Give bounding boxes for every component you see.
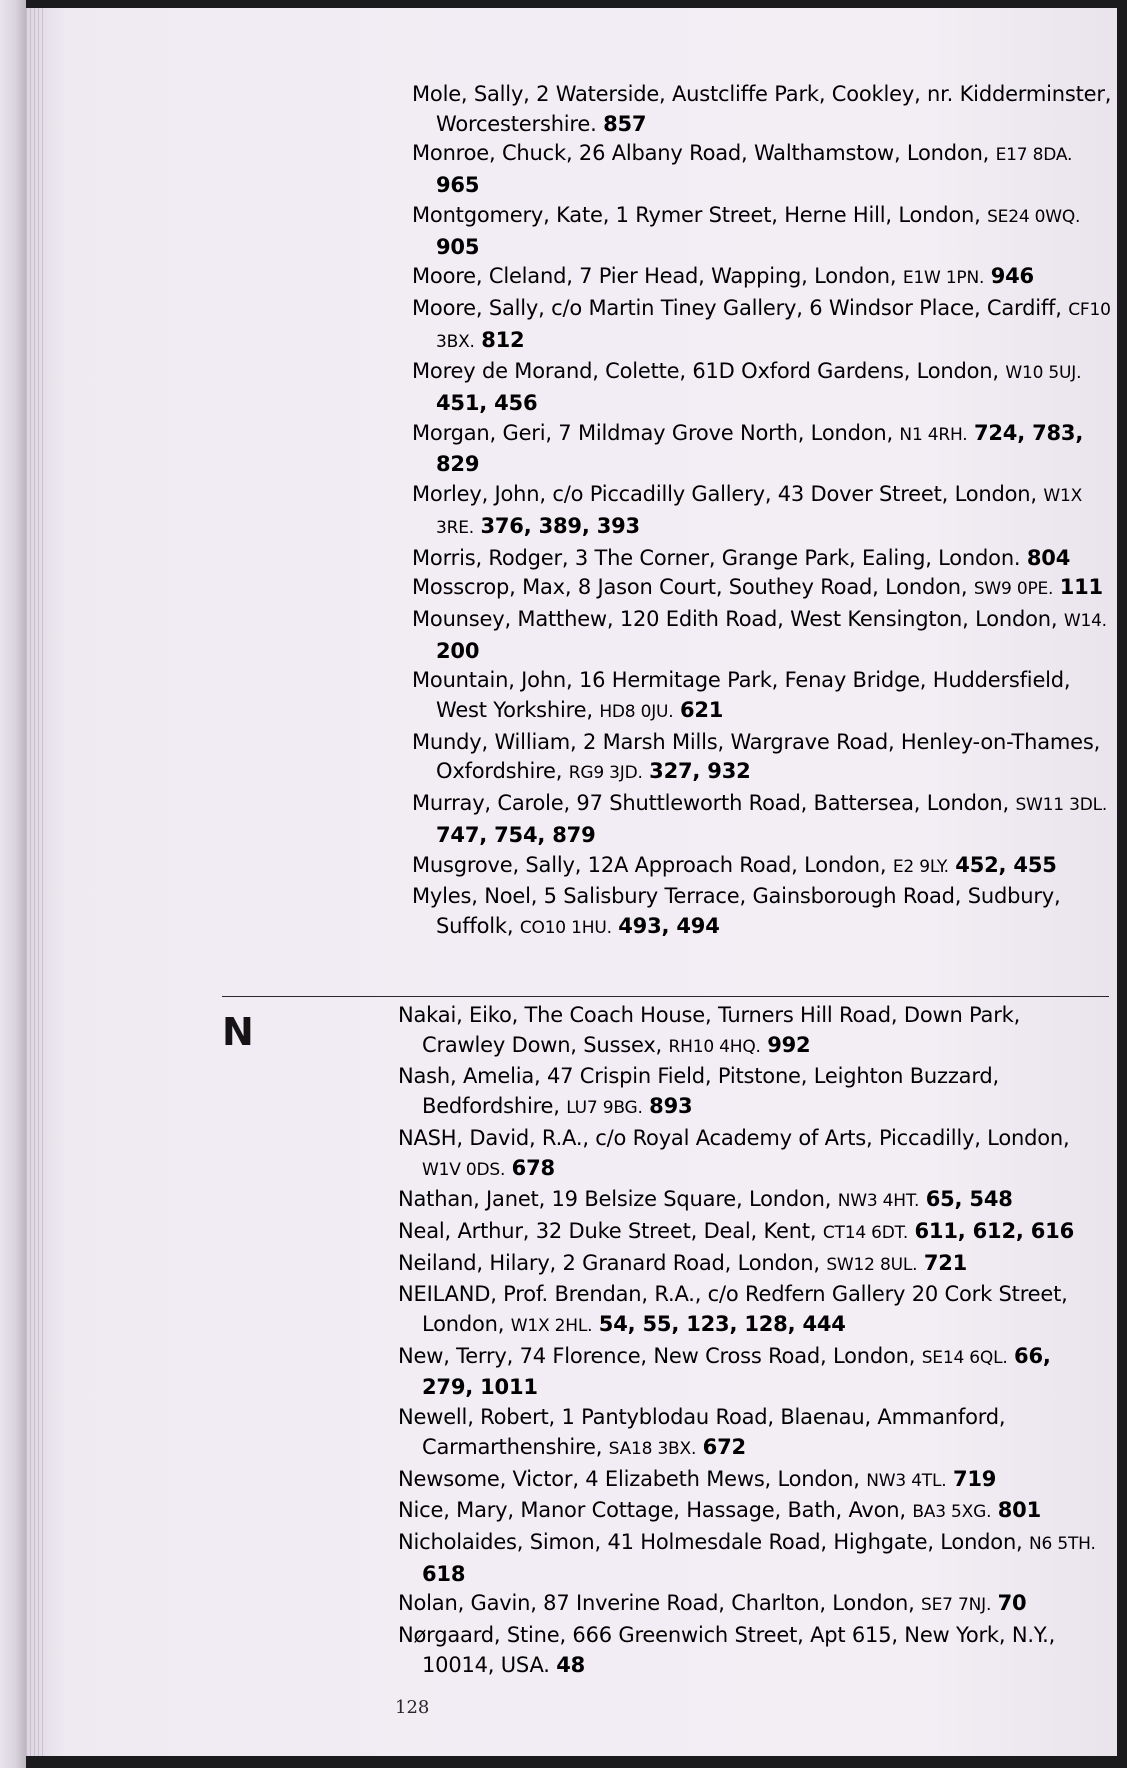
entry-postcode: LU7 9BG. (566, 1098, 643, 1119)
page-number: 128 (395, 1697, 430, 1718)
index-entry (412, 419, 1117, 480)
entry-text: Morley, John, c/o Piccadilly Gallery, 43 Dover Street, London, (412, 482, 1037, 507)
entry-text: Myles, Noel, 5 Salisbury Terrace, Gainsborough Road, Sudbury, Suffolk, (412, 884, 1061, 938)
entry-text: Morey de Morand, Colette, 61D Oxford Gardens, London, (412, 359, 999, 384)
index-section-m (412, 80, 1117, 944)
entry-text: Moore, Sally, c/o Martin Tiney Gallery, 6 Windsor Place, Cardiff, (412, 295, 1062, 320)
entry-text: Mundy, William, 2 Marsh Mills, Wargrave Road, Henley-on-Thames, Oxfordshire, (412, 729, 1101, 784)
entry-postcode: SW11 3DL. (1015, 795, 1108, 816)
entry-page-numbers: 451, 456 (436, 391, 538, 416)
index-entry (412, 728, 1117, 789)
entry-postcode: NW3 4TL. (866, 1470, 947, 1491)
entry-page-numbers: 721 (923, 1250, 968, 1275)
index-entry (412, 201, 1117, 262)
section-divider (222, 996, 1109, 997)
entry-postcode: E2 9LY. (892, 856, 949, 877)
entry-page-numbers: 54, 55, 123, 128, 444 (598, 1312, 846, 1337)
index-entry (412, 480, 1117, 543)
entry-postcode: RG9 3JD. (568, 763, 643, 784)
entry-page-numbers: 893 (649, 1094, 693, 1119)
entry-page-numbers: 812 (481, 327, 525, 352)
entry-page-numbers: 621 (679, 698, 724, 723)
entry-postcode: N1 4RH. (899, 424, 968, 445)
entry-text: New, Terry, 74 Florence, New Cross Road, London, (398, 1343, 916, 1368)
entry-postcode: BA3 5XG. (912, 1502, 992, 1523)
entry-postcode: E1W 1PN. (902, 268, 985, 289)
entry-postcode: CF10 3BX. (436, 299, 1111, 352)
entry-postcode: SE24 0WQ. (987, 206, 1081, 227)
entry-page-numbers: 678 (511, 1155, 555, 1180)
index-entry (412, 851, 1117, 883)
index-entry (398, 1249, 1103, 1281)
entry-text: Morris, Rodger, 3 The Corner, Grange Park, Ealing, London. (412, 545, 1021, 570)
entry-text: Newell, Robert, 1 Pantyblodau Road, Blaenau, Ammanford, Carmarthenshire, (398, 1405, 1006, 1459)
entry-text: Montgomery, Kate, 1 Rymer Street, Herne Hill, London, (412, 202, 981, 227)
entry-text: Neiland, Hilary, 2 Granard Road, London, (398, 1250, 820, 1275)
entry-page-numbers: 672 (702, 1434, 746, 1459)
entry-postcode: RH10 4HQ. (668, 1036, 761, 1057)
entry-text: Mosscrop, Max, 8 Jason Court, Southey Road, London, (412, 575, 968, 600)
entry-text: Monroe, Chuck, 26 Albany Road, Walthamstow, London, (412, 141, 990, 166)
index-entry (412, 573, 1117, 605)
entry-page-numbers: 66, 279, 1011 (422, 1343, 1051, 1400)
entry-list-n (398, 1001, 1103, 1680)
book-spine-edge (0, 0, 26, 1768)
entry-page-numbers: 376, 389, 393 (480, 513, 640, 538)
entry-postcode: W1V 0DS. (422, 1159, 506, 1180)
index-entry (412, 789, 1117, 850)
index-entry (412, 294, 1117, 357)
entry-text: Nice, Mary, Manor Cottage, Hassage, Bath, Avon, (398, 1498, 906, 1523)
entry-postcode: W1X 2HL. (510, 1316, 593, 1337)
entry-postcode: CT14 6DT. (822, 1222, 909, 1243)
entry-text: Nicholaides, Simon, 41 Holmesdale Road, Highgate, London, (398, 1529, 1023, 1554)
index-entry (412, 357, 1117, 418)
index-entry (398, 1280, 1103, 1341)
entry-page-numbers: 801 (997, 1498, 1042, 1523)
right-border (1117, 0, 1127, 1768)
entry-postcode: N6 5TH. (1029, 1533, 1096, 1554)
index-entry (412, 882, 1117, 943)
index-entry (398, 1403, 1103, 1464)
entry-postcode: SA18 3BX. (608, 1438, 697, 1459)
entry-page-numbers: 327, 932 (649, 759, 751, 784)
entry-postcode: SE14 6QL. (921, 1347, 1008, 1368)
entry-page-numbers: 65, 548 (925, 1187, 1013, 1212)
index-entry (398, 1528, 1103, 1589)
entry-page-numbers: 946 (990, 264, 1034, 289)
index-entry (398, 1124, 1103, 1185)
entry-postcode: W1X 3RE. (436, 486, 1083, 538)
entry-page-numbers: 724, 783, 829 (436, 420, 1084, 477)
entry-page-numbers: 618 (422, 1561, 466, 1586)
index-entry (398, 1496, 1103, 1528)
entry-page-numbers: 200 (436, 638, 480, 663)
entry-text: Nash, Amelia, 47 Crispin Field, Pitstone, Leighton Buzzard, Bedfordshire, (398, 1064, 1000, 1119)
index-entry (398, 1589, 1103, 1621)
index-section-n (398, 1001, 1103, 1680)
entry-text: NEILAND, Prof. Brendan, R.A., c/o Redfern Gallery 20 Cork Street, London, (398, 1282, 1068, 1337)
entry-postcode: NW3 4HT. (837, 1191, 920, 1212)
entry-postcode: SW12 8UL. (826, 1254, 918, 1275)
page-stack-edge (26, 8, 44, 1756)
entry-page-numbers: 611, 612, 616 (914, 1218, 1074, 1243)
entry-text: Nolan, Gavin, 87 Inverine Road, Charlton, London, (398, 1591, 915, 1616)
index-entry (398, 1062, 1103, 1123)
entry-page-numbers: 905 (436, 234, 480, 259)
index-entry (398, 1342, 1103, 1403)
index-entry (412, 80, 1117, 139)
entry-page-numbers: 493, 494 (618, 913, 720, 938)
entry-text: Nakai, Eiko, The Coach House, Turners Hill Road, Down Park, Crawley Down, Sussex, (398, 1003, 1021, 1057)
entry-text: Nathan, Janet, 19 Belsize Square, London, (398, 1187, 832, 1212)
index-entry (398, 1465, 1103, 1497)
entry-page-numbers: 992 (767, 1032, 811, 1057)
index-entry (412, 544, 1117, 574)
entry-text: Moore, Cleland, 7 Pier Head, Wapping, London, (412, 264, 897, 289)
entry-postcode: W14. (1063, 610, 1107, 631)
index-entry (398, 1621, 1103, 1680)
entry-text: Morgan, Geri, 7 Mildmay Grove North, London, (412, 420, 893, 445)
entry-page-numbers: 965 (436, 173, 480, 198)
index-entry (398, 1185, 1103, 1217)
entry-postcode: SE7 7NJ. (921, 1595, 992, 1616)
entry-page-numbers: 111 (1059, 575, 1103, 600)
entry-text: Mole, Sally, 2 Waterside, Austcliffe Park, Cookley, nr. Kidderminster, Worcestershire. (412, 82, 1112, 136)
index-entry (412, 666, 1117, 727)
entry-text: NASH, David, R.A., c/o Royal Academy of Arts, Piccadilly, London, (398, 1125, 1070, 1150)
entry-list-m (412, 80, 1117, 944)
index-entry (412, 605, 1117, 666)
index-entry (398, 1001, 1103, 1062)
entry-page-numbers: 48 (556, 1652, 586, 1677)
index-entry (412, 139, 1117, 200)
entry-text: Mounsey, Matthew, 120 Edith Road, West Kensington, London, (412, 606, 1058, 631)
entry-postcode: SW9 0PE. (973, 579, 1054, 600)
entry-text: Mountain, John, 16 Hermitage Park, Fenay Bridge, Huddersfield, West Yorkshire, (412, 668, 1071, 723)
entry-page-numbers: 452, 455 (955, 852, 1057, 877)
entry-page-numbers: 804 (1026, 545, 1071, 570)
entry-text: Nørgaard, Stine, 666 Greenwich Street, Apt 615, New York, N.Y., 10014, USA. (398, 1623, 1056, 1677)
entry-text: Musgrove, Sally, 12A Approach Road, London, (412, 852, 887, 877)
index-entry (398, 1217, 1103, 1249)
entry-text: Murray, Carole, 97 Shuttleworth Road, Battersea, London, (412, 791, 1009, 816)
index-entry (412, 262, 1117, 294)
entry-postcode: HD8 0JU. (599, 702, 674, 723)
entry-page-numbers: 719 (952, 1466, 997, 1491)
entry-page-numbers: 70 (997, 1591, 1027, 1616)
entry-postcode: W10 5UJ. (1005, 363, 1082, 384)
entry-page-numbers: 857 (603, 111, 647, 136)
entry-postcode: CO10 1HU. (519, 917, 612, 938)
entry-page-numbers: 747, 754, 879 (436, 822, 596, 847)
entry-text: Neal, Arthur, 32 Duke Street, Deal, Kent, (398, 1218, 817, 1243)
section-letter: N (222, 1010, 254, 1054)
entry-text: Newsome, Victor, 4 Elizabeth Mews, London, (398, 1466, 860, 1491)
entry-postcode: E17 8DA. (995, 145, 1073, 166)
